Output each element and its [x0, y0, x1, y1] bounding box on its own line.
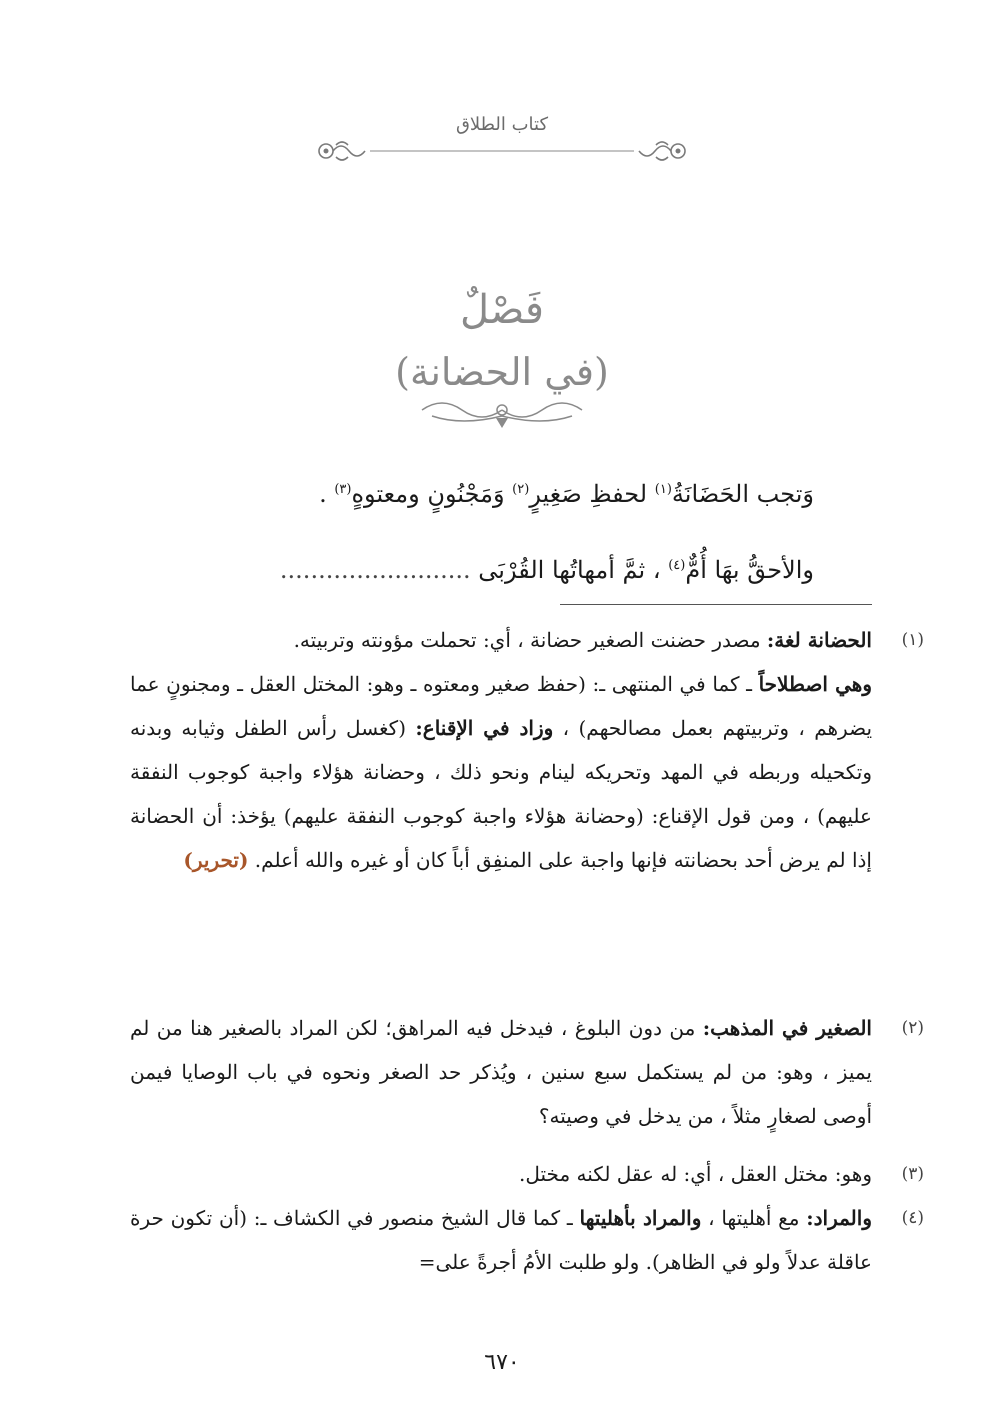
footnote-text-run: وهو: مختل العقل ، أي: له عقل لكنه مختل. [519, 1162, 872, 1186]
footnote-ref[interactable]: (١) [654, 482, 672, 497]
matn-text: . [319, 480, 335, 508]
editor-tag: (تحرير) [183, 848, 249, 872]
running-header-title: كتاب الطلاق [455, 114, 549, 135]
page-number: ٦٧٠ [484, 1350, 520, 1375]
footnote-ref[interactable]: (٢) [512, 482, 530, 497]
footnote-term: وزاد في الإقناع: [415, 716, 554, 740]
footnote-number: (٣) [901, 1164, 924, 1184]
footnote-text-run: مصدر حضنت الصغير حضانة ، أي: تحملت مؤونته وتربيته. [293, 628, 767, 652]
footnote-text-run: مع أهليتها ، [701, 1206, 807, 1230]
matn-line-2 [132, 550, 814, 590]
footnote-text-run: ـ كما في المنتهى ـ: (حفظ صغير ومعتوه ـ وهو: المختل العقل ـ ومجنونٍ عما يضرهم ، وتربيتهم بعمل مصالحهم) ، [130, 672, 873, 740]
footnote-ref[interactable]: (٣) [334, 482, 352, 497]
footnote-text [130, 1196, 872, 1284]
matn-line-1 [319, 474, 814, 514]
continuation-dots: ......................... [279, 556, 471, 584]
footnote-4 [130, 1196, 924, 1284]
footnote-text [130, 1152, 872, 1196]
header-ornament-rule [312, 136, 692, 166]
footnote-term: الصغير في المذهب: [702, 1016, 872, 1040]
footnote-2 [130, 1006, 924, 1138]
footnote-ref[interactable]: (٤) [668, 558, 686, 573]
footnote-text-run: من دون البلوغ ، فيدخل فيه المراهق؛ لكن المراد بالصغير هنا من لم يميز ، وهو: من لم يستكمل سبع سنين ، ويُذكر حد الصغر ونحوه في باب الوصايا فيمن أوصى لصغارٍ مثلاً ، من يدخل في وصيته؟ [130, 1016, 872, 1128]
matn-text: لحفظِ صَغِيرٍ [529, 480, 655, 508]
section-subtitle: (في الحضانة) [395, 350, 609, 394]
footnote-separator [560, 604, 872, 605]
footnote-text [130, 618, 872, 882]
heading-flourish-ornament [412, 392, 592, 432]
footnote-term: والمراد: [806, 1206, 872, 1230]
matn-text: وَمَجْنُونٍ ومعتوهٍ [351, 480, 513, 508]
footnote-1 [130, 618, 924, 882]
footnote-term: وهي اصطلاحاً [758, 672, 872, 696]
matn-text: والأحقُّ بهَا أُمٌّ [685, 556, 814, 584]
footnote-number: (١) [901, 630, 924, 650]
footnote-3 [130, 1152, 924, 1196]
footnote-text-run: ـ كما قال الشيخ منصور في الكشاف ـ: (أن تكون حرة عاقلة عدلاً ولو في الظاهر). ولو طلبت الأمُ أجرةً على= [130, 1206, 872, 1274]
footnote-number: (٤) [901, 1208, 924, 1228]
section-heading-word: فَصْلٌ [459, 287, 545, 333]
footnote-number: (٢) [901, 1018, 924, 1038]
matn-text: وَتجب الحَضَانَةُ [671, 480, 814, 508]
footnote-text-run: (كغسل رأس الطفل وثيابه وبدنه وتكحيله وربطه في المهد وتحريكه لينام ونحو ذلك ، وحضانة هؤلاء واجبة كوجوب النفقة عليهم) ، ومن قول الإقناع: (وحضانة هؤلاء واجبة كوجوب النفقة عليهم) يؤخذ: أن الحضانة إذا لم يرض أحد بحضانته فإنها واجبة على المنفِق أباً كان أو غيره والله أعلم. [130, 716, 872, 872]
matn-text: ، ثمَّ أمهاتُها القُرْبَى [478, 556, 669, 584]
footnote-term: الحضانة لغة: [766, 628, 872, 652]
footnote-term: والمراد بأهليتها [579, 1206, 702, 1230]
footnote-text [130, 1006, 872, 1138]
